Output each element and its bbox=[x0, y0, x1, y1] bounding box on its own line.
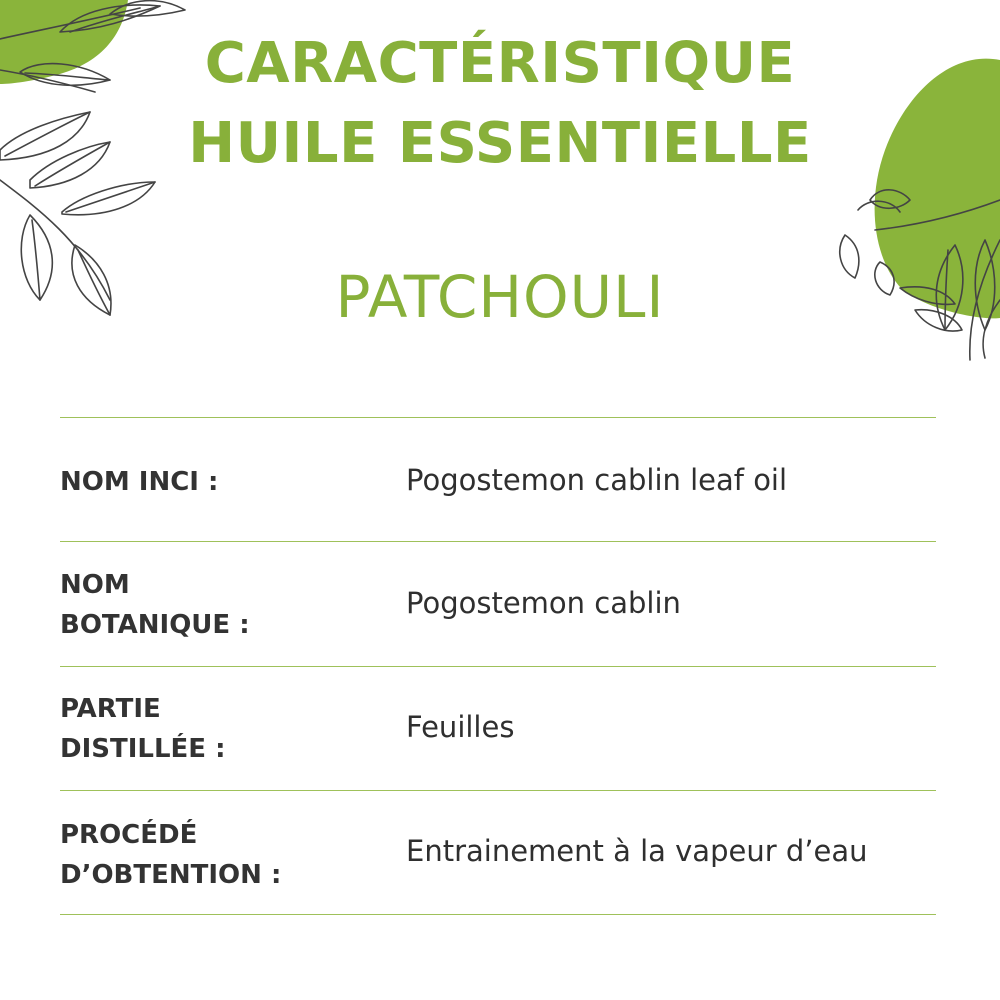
property-label-nom-inci: NOM INCI : bbox=[60, 467, 219, 497]
property-label-nom-botanique bbox=[60, 565, 390, 645]
table-divider bbox=[60, 541, 936, 542]
label-line: DISTILLÉE : bbox=[60, 734, 226, 764]
label-line: D’OBTENTION : bbox=[60, 860, 282, 890]
property-value-partie-distillee: Feuilles bbox=[406, 710, 515, 744]
label-line: NOM bbox=[60, 570, 130, 600]
label-line: PARTIE bbox=[60, 694, 161, 724]
table-divider bbox=[60, 417, 936, 418]
label-line: BOTANIQUE : bbox=[60, 610, 250, 640]
table-divider bbox=[60, 914, 936, 915]
title-line-1: CARACTÉRISTIQUE bbox=[204, 31, 796, 96]
property-value-nom-botanique: Pogostemon cablin bbox=[406, 586, 681, 620]
property-label-procede-obtention bbox=[60, 815, 390, 895]
table-divider bbox=[60, 790, 936, 791]
title-line-2: HUILE ESSENTIELLE bbox=[188, 111, 812, 176]
property-label-partie-distillee bbox=[60, 689, 390, 769]
label-line: PROCÉDÉ bbox=[60, 820, 198, 850]
property-value-procede-obtention: Entrainement à la vapeur d’eau bbox=[406, 834, 868, 868]
table-divider bbox=[60, 666, 936, 667]
property-value-nom-inci: Pogostemon cablin leaf oil bbox=[406, 463, 788, 497]
product-name: PATCHOULI bbox=[335, 263, 665, 331]
